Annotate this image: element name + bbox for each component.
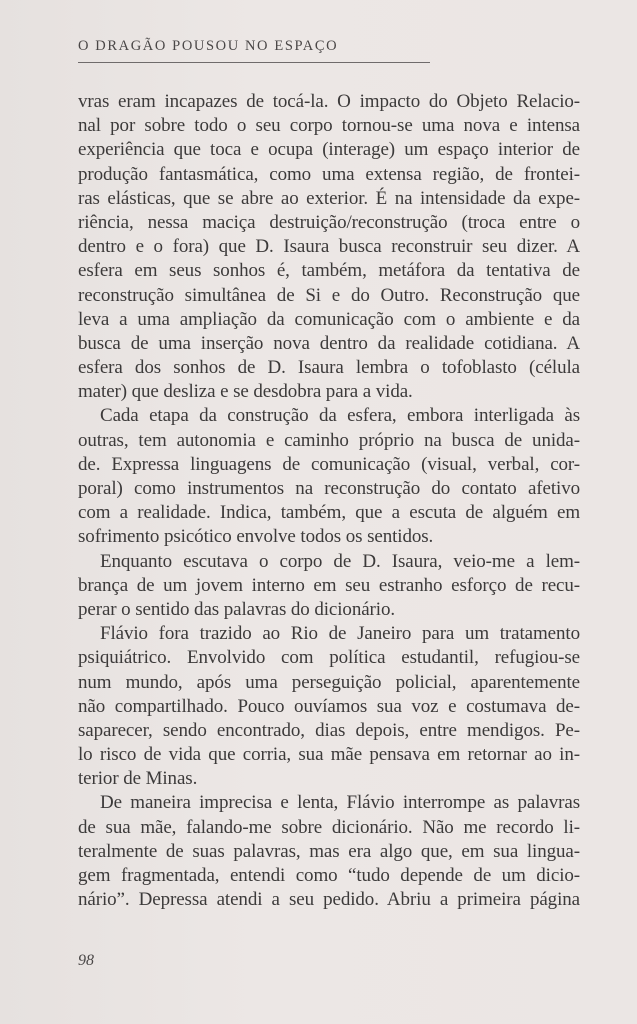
- text-line: Enquanto escutava o corpo de D. Isaura, veio-me a lem-: [100, 550, 580, 572]
- text-line: psiquiátrico. Envolvido com política estudantil, refugiou-se: [78, 647, 580, 669]
- text-line: De maneira imprecisa e lenta, Flávio interrompe as palavras: [100, 792, 580, 814]
- text-line: busca de uma inserção nova dentro da realidade cotidiana. A: [78, 332, 580, 354]
- text-line: experiência que toca e ocupa (interage) um espaço interior de: [78, 139, 580, 161]
- text-line: terior de Minas.: [78, 768, 198, 790]
- text-line: ras elásticas, que se abre ao exterior. É na intensidade da expe-: [78, 187, 580, 209]
- text-line: de sua mãe, falando-me sobre dicionário. Não me recordo li-: [78, 816, 580, 838]
- text-line: produção fantasmática, como uma extensa região, de frontei-: [78, 163, 580, 185]
- text-line: esfera dos sonhos de D. Isaura lembra o tofoblasto (célula: [78, 357, 580, 379]
- page-number: 98: [78, 952, 94, 969]
- text-line: poral) como instrumentos na reconstrução do contato afetivo: [78, 478, 580, 499]
- text-line: lo risco de vida que corria, sua mãe pensava em retornar ao in-: [78, 744, 580, 766]
- text-line: Flávio fora trazido ao Rio de Janeiro para um tratamento: [100, 623, 580, 645]
- text-line: reconstrução simultânea de Si e do Outro. Reconstrução que: [78, 284, 580, 306]
- text-line: perar o sentido das palavras do dicionário.: [78, 598, 396, 620]
- text-line: de. Expressa linguagens de comunicação (visual, verbal, cor-: [78, 453, 580, 475]
- text-line: brança de um jovem interno em seu estranho esforço de recu-: [78, 574, 580, 596]
- text-line: teralmente de suas palavras, mas era algo que, em sua lingua-: [78, 840, 580, 862]
- text-line: nal por sobre todo o seu corpo tornou-se uma nova e intensa: [78, 115, 580, 137]
- text-line: num mundo, após uma perseguição policial, aparentemente: [78, 671, 580, 693]
- header-rule: [78, 62, 430, 63]
- text-line: leva a uma ampliação da comunicação com o ambiente e da: [78, 308, 580, 330]
- running-head: O DRAGÃO POUSOU NO ESPAÇO: [78, 38, 339, 54]
- text-line: outras, tem autonomia e caminho próprio na busca de unida-: [78, 429, 580, 451]
- text-line: saparecer, sendo encontrado, dias depois, entre mendigos. Pe-: [78, 719, 580, 741]
- text-line: dentro e o fora) que D. Isaura busca reconstruir seu dizer. A: [78, 236, 580, 258]
- text-line: sofrimento psicótico envolve todos os sentidos.: [78, 526, 434, 548]
- body-text: [78, 90, 580, 912]
- text-line: riência, nessa maciça destruição/reconstrução (troca entre o: [78, 211, 580, 233]
- text-line: vras eram incapazes de tocá-la. O impacto do Objeto Relacio-: [78, 91, 580, 112]
- text-line: nário”. Depressa atendi a seu pedido. Abriu a primeira página: [78, 889, 580, 911]
- text-line: gem fragmentada, entendi como “tudo depende de um dicio-: [78, 865, 580, 886]
- text-line: Cada etapa da construção da esfera, embora interligada às: [100, 405, 580, 427]
- text-line: esfera em seus sonhos é, também, metáfora da tentativa de: [78, 260, 580, 282]
- text-line: mater) que desliza e se desdobra para a vida.: [78, 381, 413, 403]
- text-line: com a realidade. Indica, também, que a escuta de alguém em: [78, 502, 580, 524]
- text-line: não compartilhado. Pouco ouvíamos sua voz e costumava de-: [78, 695, 580, 717]
